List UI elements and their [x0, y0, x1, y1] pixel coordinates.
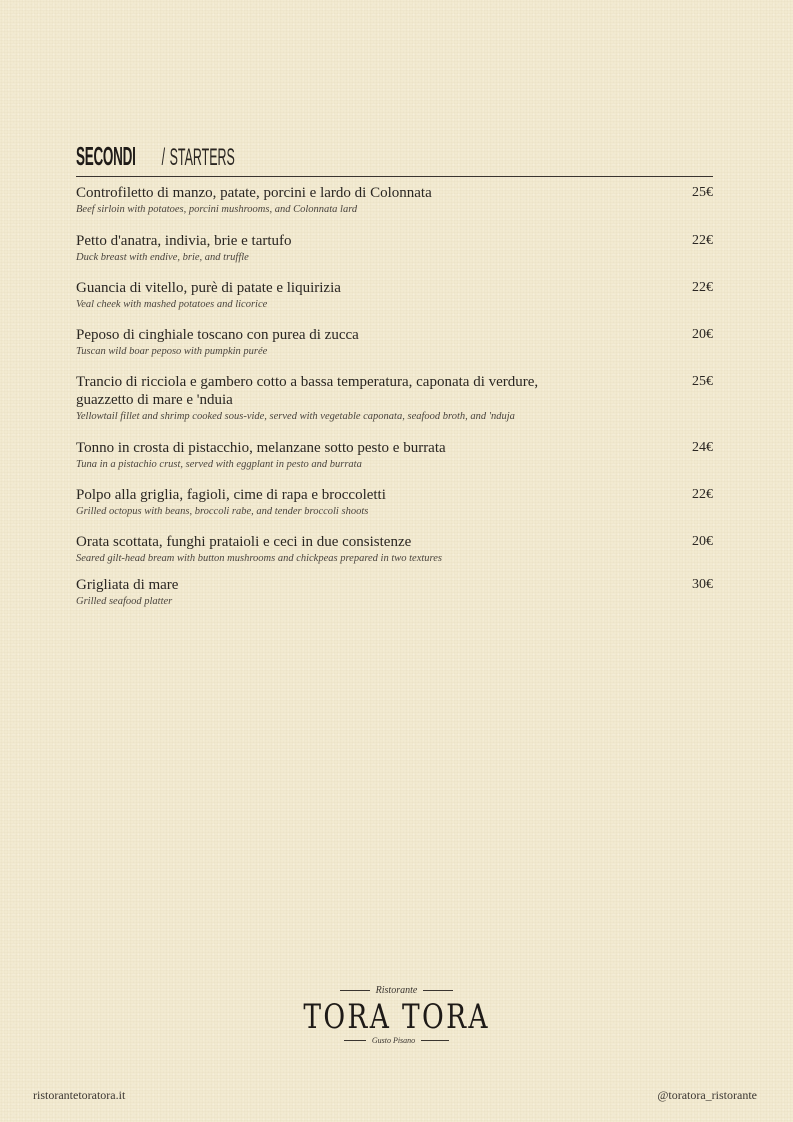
menu-item [76, 486, 713, 519]
dish-description: Grilled octopus with beans, broccoli rabe, and tender broccoli shoots [76, 506, 369, 517]
logo-name: TORA TORA [303, 997, 490, 1037]
section-title-primary: SECONDI [76, 141, 136, 171]
dish-description: Grilled seafood platter [76, 596, 173, 607]
menu-item [76, 576, 713, 609]
dish-name: Polpo alla griglia, fagioli, cime di rapa e broccoletti [76, 487, 386, 503]
dish-description: Yellowtail fillet and shrimp cooked sous-vide, served with vegetable caponata, seafood broth, and 'nduja [76, 411, 515, 422]
logo-sub-text: Gusto Pisano [371, 1036, 416, 1045]
dish-price: 30€ [692, 577, 713, 592]
logo-rule-right [421, 1040, 449, 1041]
dish-description: Seared gilt-head bream with button mushrooms and chickpeas prepared in two textures [76, 553, 442, 564]
dish-price: 20€ [692, 327, 713, 342]
dish-description: Tuscan wild boar peposo with pumpkin purée [76, 346, 268, 357]
dish-description: Beef sirloin with potatoes, porcini mushrooms, and Colonnata lard [76, 204, 358, 215]
menu-item [76, 326, 713, 359]
logo-rule-right [423, 990, 453, 991]
menu-item [76, 232, 713, 265]
dish-description: Tuna in a pistachio crust, served with eggplant in pesto and burrata [76, 459, 362, 470]
dish-name: Orata scottata, funghi prataioli e ceci in due consistenze [76, 534, 412, 550]
logo-top-line [0, 985, 793, 996]
menu-item [76, 533, 713, 566]
dish-name: Guancia di vitello, purè di patate e liquirizia [76, 280, 341, 296]
menu-item [76, 184, 713, 217]
dish-description: Veal cheek with mashed potatoes and licorice [76, 299, 268, 310]
social-handle[interactable]: @toratora_ristorante [657, 1088, 757, 1102]
dish-name: Peposo di cinghiale toscano con purea di zucca [76, 327, 359, 343]
dish-name: Petto d'anatra, indivia, brie e tartufo [76, 233, 292, 249]
section-header [76, 142, 713, 177]
dish-name: Tonno in crosta di pistacchio, melanzane sotto pesto e burrata [76, 440, 446, 456]
logo-top-text: Ristorante [375, 985, 418, 996]
menu-item [76, 279, 713, 312]
logo-rule-left [340, 990, 370, 991]
dish-price: 20€ [692, 534, 713, 549]
dish-name: Controfiletto di manzo, patate, porcini e lardo di Colonnata [76, 185, 432, 201]
dish-name: Grigliata di mare [76, 577, 179, 593]
logo-bottom-line [0, 1036, 793, 1045]
dish-price: 22€ [692, 487, 713, 502]
menu-item [76, 439, 713, 472]
restaurant-logo [0, 985, 793, 1045]
menu-item [76, 373, 713, 424]
logo-rule-left [344, 1040, 366, 1041]
dish-price: 25€ [692, 374, 713, 389]
section-title-secondary: STARTERS [169, 144, 235, 171]
dish-price: 22€ [692, 233, 713, 248]
dish-price: 22€ [692, 280, 713, 295]
dish-price: 25€ [692, 185, 713, 200]
website-link[interactable]: ristorantetoratora.it [33, 1088, 126, 1102]
dish-price: 24€ [692, 440, 713, 455]
dish-description: Duck breast with endive, brie, and truffle [76, 252, 249, 263]
section-title-separator: / [161, 144, 166, 171]
dish-name: Trancio di ricciola e gambero cotto a bassa temperatura, caponata di verdure, guazzetto di mare e 'nduia [76, 374, 539, 408]
